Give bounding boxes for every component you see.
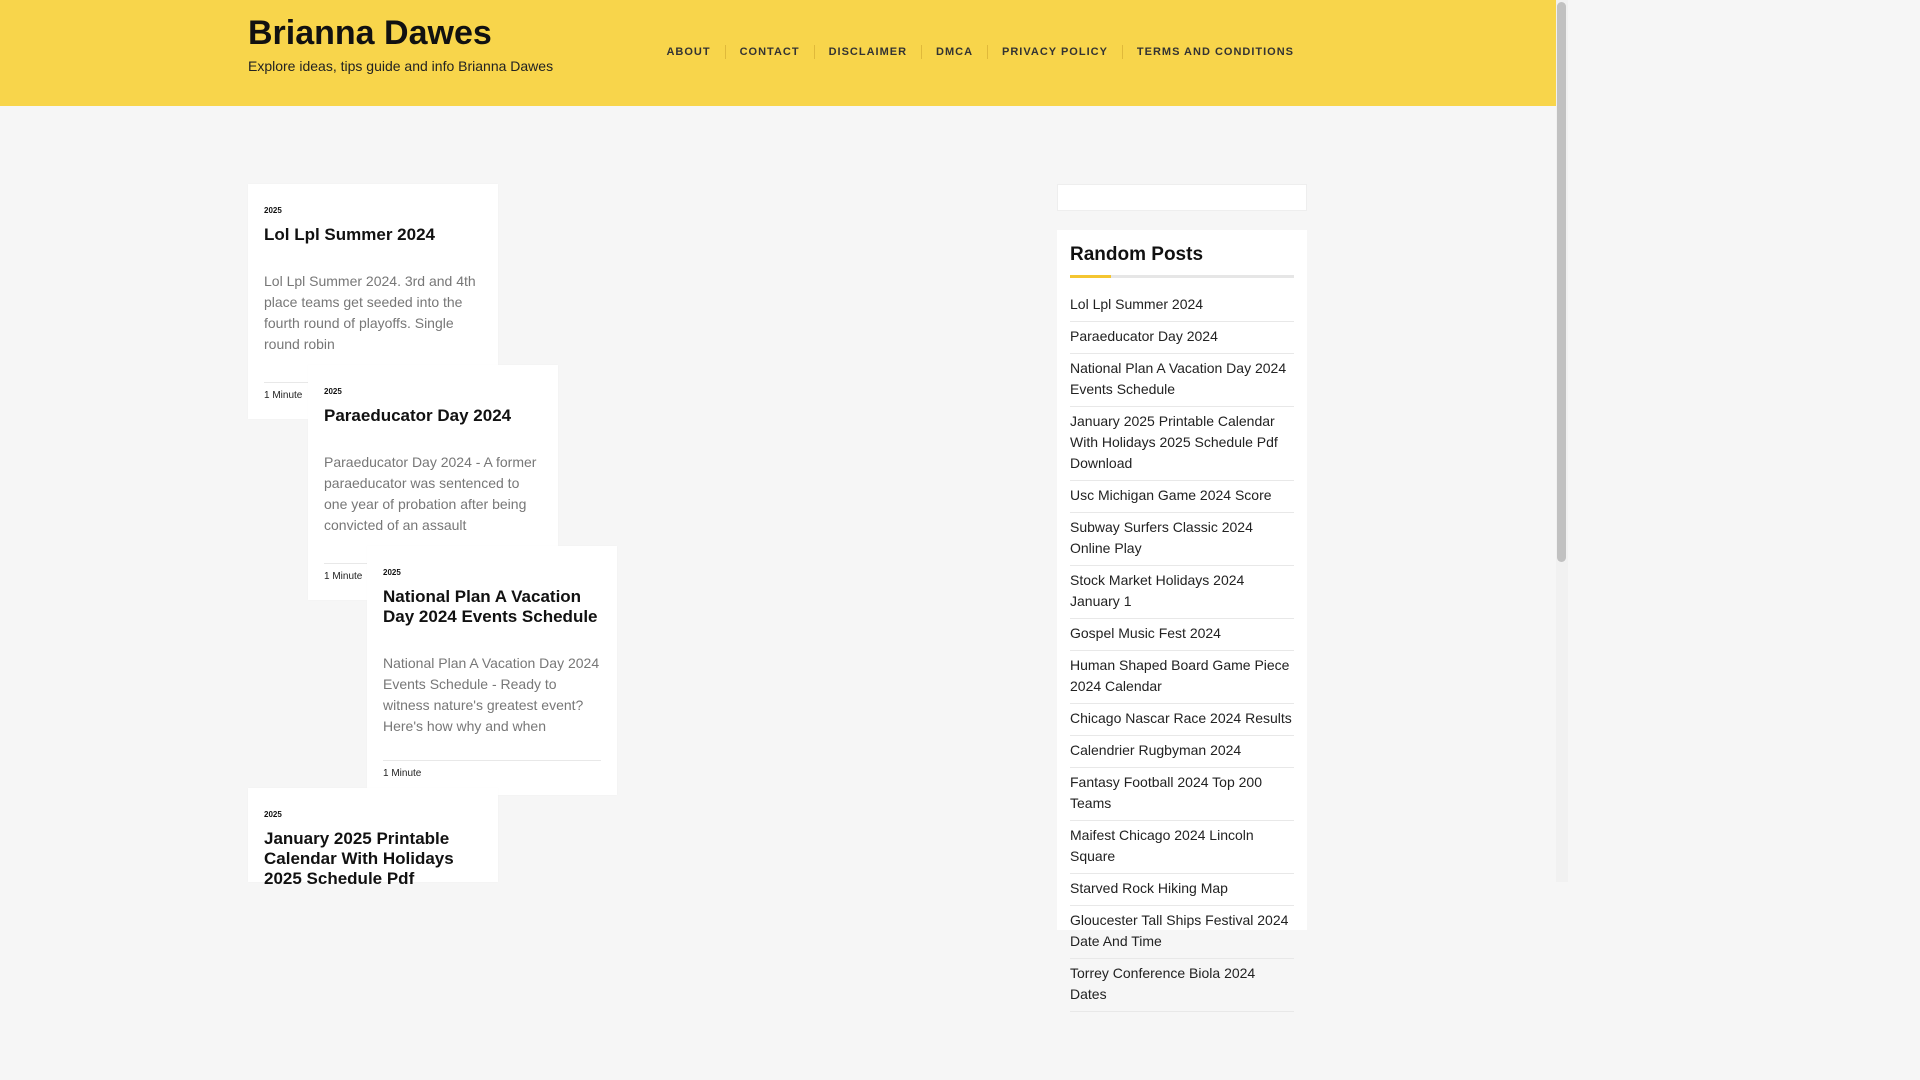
random-post-link[interactable]: Usc Michigan Game 2024 Score — [1070, 487, 1272, 503]
list-item — [1070, 704, 1294, 736]
random-post-link[interactable]: Subway Surfers Classic 2024 Online Play — [1070, 519, 1253, 556]
post-read-time: 1 Minute — [264, 382, 482, 401]
nav-about[interactable]: ABOUT — [666, 46, 711, 58]
random-post-link[interactable]: Stock Market Holidays 2024 January 1 — [1070, 572, 1245, 609]
post-card — [248, 788, 498, 888]
site-tagline: Explore ideas, tips guide and info Brianna Dawes — [248, 58, 554, 74]
post-category[interactable]: 2025 — [264, 810, 282, 819]
random-posts-list — [1070, 294, 1294, 1012]
random-post-link[interactable]: Lol Lpl Summer 2024 — [1070, 296, 1204, 312]
post-read-time: 1 Minute — [383, 760, 601, 779]
post-title[interactable]: January 2025 Printable Calendar With Holidays 2025 Schedule Pdf — [264, 829, 454, 888]
site-header — [0, 0, 1556, 106]
list-item — [1070, 821, 1294, 874]
post-read-time: 1 Minute — [324, 563, 542, 582]
list-item — [1070, 294, 1294, 322]
random-post-link[interactable]: Chicago Nascar Race 2024 Results — [1070, 710, 1292, 726]
post-title[interactable]: National Plan A Vacation Day 2024 Events Schedule — [383, 587, 598, 626]
post-title[interactable]: Paraeducator Day 2024 — [324, 406, 512, 425]
random-post-link[interactable]: Torrey Conference Biola 2024 Dates — [1070, 965, 1256, 1002]
widget-title-underline — [1070, 275, 1294, 278]
post-category[interactable]: 2025 — [324, 387, 342, 396]
scrollbar-thumb[interactable] — [1557, 2, 1566, 562]
nav-terms-and-conditions[interactable]: TERMS AND CONDITIONS — [1122, 45, 1294, 59]
random-posts-widget — [1057, 230, 1307, 1002]
list-item — [1070, 322, 1294, 354]
list-item — [1070, 566, 1294, 619]
nav-contact[interactable]: CONTACT — [725, 45, 814, 59]
post-excerpt: Lol Lpl Summer 2024. 3rd and 4th place teams get seeded into the fourth round of playoffs. Single round robin — [264, 273, 476, 352]
post-excerpt: National Plan A Vacation Day 2024 Events Schedule - Ready to witness nature's greatest event? Here's how why and when — [383, 655, 600, 734]
page-scrollbar[interactable] — [1556, 0, 1568, 882]
list-item — [1070, 354, 1294, 407]
post-category[interactable]: 2025 — [383, 568, 401, 577]
post-category[interactable]: 2025 — [264, 206, 282, 215]
random-post-link[interactable]: National Plan A Vacation Day 2024 Events Schedule — [1070, 360, 1287, 397]
list-item — [1070, 513, 1294, 566]
list-item — [1070, 768, 1294, 821]
random-post-link[interactable]: Gloucester Tall Ships Festival 2024 Date And Time — [1070, 912, 1289, 949]
list-item — [1070, 481, 1294, 513]
nav-dmca[interactable]: DMCA — [921, 45, 987, 59]
nav-disclaimer[interactable]: DISCLAIMER — [814, 45, 921, 59]
post-excerpt: Paraeducator Day 2024 - A former paraeducator was sentenced to one year of probation after being convicted of an assault — [324, 454, 537, 533]
list-item — [1070, 651, 1294, 704]
nav-privacy-policy[interactable]: PRIVACY POLICY — [987, 45, 1122, 59]
list-item — [1070, 619, 1294, 651]
random-post-link[interactable]: Calendrier Rugbyman 2024 — [1070, 742, 1242, 758]
random-post-link[interactable]: Gospel Music Fest 2024 — [1070, 625, 1221, 641]
list-item — [1070, 407, 1294, 481]
random-post-link[interactable]: Human Shaped Board Game Piece 2024 Calendar — [1070, 657, 1290, 694]
post-title[interactable]: Lol Lpl Summer 2024 — [264, 225, 435, 244]
random-post-link[interactable]: January 2025 Printable Calendar With Holidays 2025 Schedule Pdf Download — [1070, 413, 1278, 471]
list-item — [1070, 874, 1294, 906]
main-nav — [652, 45, 1294, 59]
list-item — [1070, 906, 1294, 959]
random-post-link[interactable]: Fantasy Football 2024 Top 200 Teams — [1070, 774, 1262, 811]
list-item — [1070, 736, 1294, 768]
sidebar-search-widget[interactable] — [1057, 184, 1307, 211]
random-post-link[interactable]: Paraeducator Day 2024 — [1070, 328, 1218, 344]
site-title[interactable]: Brianna Dawes — [248, 14, 492, 52]
post-card — [367, 546, 617, 795]
list-item — [1070, 959, 1294, 1012]
random-post-link[interactable]: Maifest Chicago 2024 Lincoln Square — [1070, 827, 1254, 864]
widget-title: Random Posts — [1070, 244, 1204, 265]
random-post-link[interactable]: Starved Rock Hiking Map — [1070, 880, 1228, 896]
